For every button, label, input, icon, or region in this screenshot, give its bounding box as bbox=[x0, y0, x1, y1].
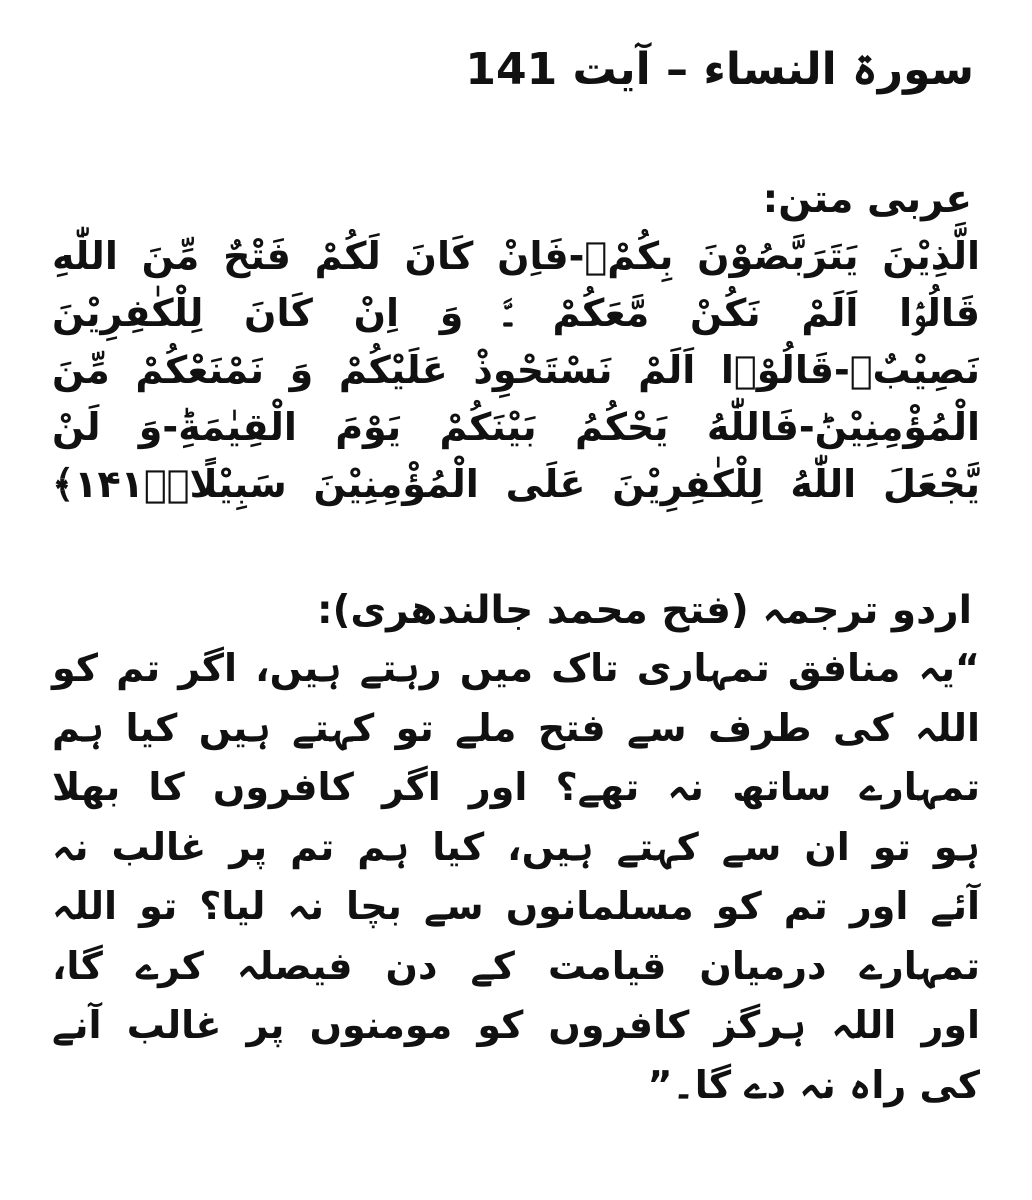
arabic-line: الْمُؤْمِنِيْنَؕ-فَاللّٰهُ يَحْكُمُ بَيْنَكُمْ يَوْمَ الْقِيٰمَةِؕ-وَ لَنْ bbox=[52, 405, 980, 449]
arabic-text-section bbox=[52, 172, 980, 513]
urdu-translation-section bbox=[52, 583, 980, 1115]
urdu-line: تمہارے درمیان قیامت کے دن فیصلہ کرے گا، bbox=[52, 943, 980, 988]
page-title: سورۃ النساء – آیت 141 bbox=[465, 44, 974, 95]
urdu-line: اور اللہ ہرگز کافروں کو مومنوں پر غالب آنے bbox=[52, 1003, 980, 1047]
arabic-text-label: عربی متن: bbox=[762, 177, 972, 222]
arabic-line: قَالُوْۤا اَلَمْ نَكُنْ مَّعَكُمْ ﳲ وَ اِنْ كَانَ لِلْكٰفِرِيْنَ bbox=[52, 291, 980, 335]
urdu-line: کی راہ نہ دے گا۔” bbox=[647, 1062, 980, 1107]
urdu-line: تمہارے ساتھ نہ تھے؟ اور اگر کافروں کا بھلا bbox=[52, 765, 980, 809]
arabic-line: يَّجْعَلَ اللّٰهُ لِلْكٰفِرِيْنَ عَلَى الْمُؤْمِنِيْنَ سَبِيْلًا۠﴿۱۴۱﴾ bbox=[52, 462, 980, 506]
urdu-line: اللہ کی طرف سے فتح ملے تو کہتے ہیں کیا ہم bbox=[52, 705, 980, 750]
urdu-line: آئے اور تم کو مسلمانوں سے بچا نہ لیا؟ تو اللہ bbox=[52, 884, 980, 928]
arabic-line: نَصِيْبٌۙ-قَالُوْۤا اَلَمْ نَسْتَحْوِذْ عَلَيْكُمْ وَ نَمْنَعْكُمْ مِّنَ bbox=[52, 348, 980, 392]
arabic-line: الَّذِيْنَ يَتَرَبَّصُوْنَ بِكُمْۚ-فَاِنْ كَانَ لَكُمْ فَتْحٌ مِّنَ اللّٰهِ bbox=[52, 234, 980, 278]
urdu-translation-label: اردو ترجمہ (فتح محمد جالندھری): bbox=[316, 588, 972, 633]
urdu-line: “یہ منافق تمہاری تاک میں رہتے ہیں، اگر تم کو bbox=[52, 646, 980, 690]
urdu-line: ہو تو ان سے کہتے ہیں، کیا ہم تم پر غالب نہ bbox=[52, 824, 980, 869]
